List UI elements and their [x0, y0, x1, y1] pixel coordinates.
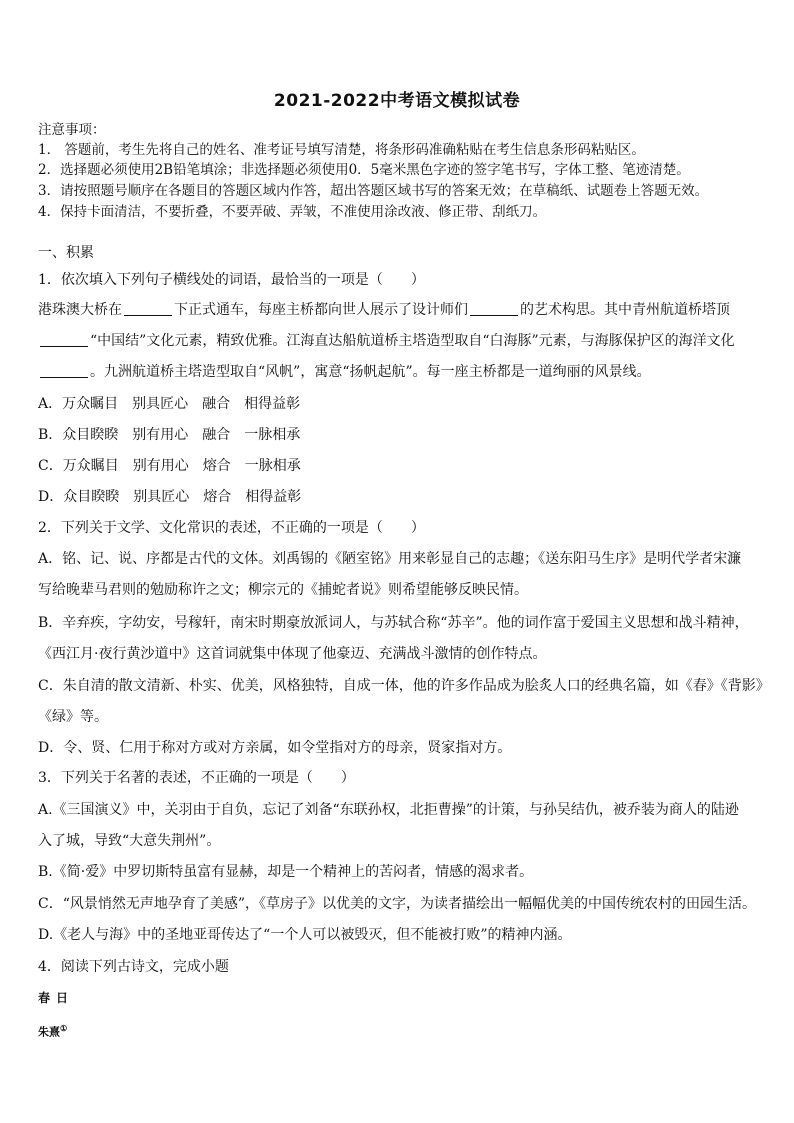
question-2-stem: 2．下列关于文学、文化常识的表述，不正确的一项是（ ）	[38, 520, 425, 536]
poem-author: 朱熹①	[38, 1023, 68, 1039]
notice-heading: 注意事项：	[38, 122, 106, 138]
notice-item-3: 3．请按照题号顺序在各题目的答题区域内作答，超出答题区域书写的答案无效；在草稿纸、试题卷上答题无效。	[38, 183, 709, 199]
fill-blank-2	[470, 301, 518, 316]
question-4-stem: 4．阅读下列古诗文，完成小题	[38, 959, 229, 975]
page-title: 2021-2022中考语文模拟试卷	[273, 91, 521, 111]
footnote-marker: ①	[60, 1023, 68, 1033]
question-1-passage-line-1: 港珠澳大桥在 下正式通车，每座主桥都向世人展示了设计师们 的艺术构思。其中青州航道桥塔顶	[38, 302, 730, 318]
question-3-line-4: C．“风景悄然无声地孕育了美感”，《草房子》以优美的文字，为读者描绘出一幅幅优美的中国传统农村的田园生活。	[38, 896, 757, 912]
question-1-passage-line-3: 。九洲航道桥主塔造型取自“风帆”，寓意“扬帆起航”。每一座主桥都是一道绚丽的风景线。	[38, 362, 651, 382]
question-3-line-5: D.《老人与海》中的圣地亚哥传达了“一个人可以被毁灭，但不能被打败”的精神内涵。	[38, 927, 572, 943]
fill-blank-1	[124, 301, 172, 316]
notice-item-2: 2．选择题必须使用2B铅笔填涂；非选择题必须使用0．5毫米黑色字迹的签字笔书写，字体工整、笔迹清楚。	[38, 162, 690, 178]
notice-item-4: 4．保持卡面清洁，不要折叠，不要弄破、弄皱，不准使用涂改液、修正带、刮纸刀。	[38, 204, 547, 220]
question-2-line-4: 《西江月·夜行黄沙道中》这首词就集中体现了他豪迈、充满战斗激情的创作特点。	[38, 646, 547, 662]
fill-blank-3	[40, 332, 88, 347]
section-heading: 一、积累	[38, 245, 94, 261]
question-1-stem: 1．依次填入下列句子横线处的词语，最恰当的一项是（ ）	[38, 272, 425, 288]
question-2-line-7: D．令、贤、仁用于称对方或对方亲属，如令堂指对方的母亲，贤家指对方。	[38, 740, 512, 756]
fill-blank-4	[40, 363, 88, 378]
question-1-option-c: C．万众瞩目 别有用心 熔合 一脉相承	[38, 458, 301, 474]
question-3-line-1: A.《三国演义》中，关羽由于自负，忘记了刘备“东联孙权，北拒曹操”的计策，与孙吴结仇，被乔装为商人的陆逊	[38, 802, 739, 818]
question-1-option-d: D．众目睽睽 别具匠心 熔合 相得益彰	[38, 489, 302, 505]
question-2-line-2: 写给晚辈马君则的勉励称许之文；柳宗元的《捕蛇者说》则希望能够反映民情。	[38, 582, 528, 598]
question-3-stem: 3．下列关于名著的表述，不正确的一项是（ ）	[38, 770, 355, 786]
question-3-line-3: B.《简·爱》中罗切斯特虽富有显赫，却是一个精神上的苦闷者，情感的渴求者。	[38, 864, 534, 880]
question-3-line-2: 入了城，导致“大意失荆州”。	[38, 833, 221, 849]
notice-item-1: 1． 答题前，考生先将自己的姓名、准考证号填写清楚，将条形码准确粘贴在考生信息条形码粘贴区。	[38, 142, 645, 158]
question-2-line-6: 《绿》等。	[38, 709, 108, 725]
question-2-line-5: C．朱自清的散文清新、朴实、优美，风格独特，自成一体，他的许多作品成为脍炙人口的经典名篇，如《春》《背影》	[38, 678, 770, 694]
question-1-option-b: B．众目睽睽 别有用心 融合 一脉相承	[38, 427, 301, 443]
poem-title: 春日	[38, 991, 75, 1005]
question-2-line-1: A．铭、记、说、序都是古代的文体。刘禹锡的《陋室铭》用来彰显自己的志趣；《送东阳马生序》是明代学者宋濂	[38, 551, 742, 567]
question-1-option-a: A．万众瞩目 别具匠心 融合 相得益彰	[38, 396, 301, 412]
question-2-line-3: B．辛弃疾，字幼安，号稼轩，南宋时期豪放派词人，与苏轼合称“苏辛”。他的词作富于爱国主义思想和战斗精神，	[38, 615, 749, 631]
question-1-passage-line-2: “中国结”文化元素，精致优雅。江海直达船航道桥主塔造型取自“白海豚”元素，与海豚保护区的海洋文化	[38, 331, 735, 351]
